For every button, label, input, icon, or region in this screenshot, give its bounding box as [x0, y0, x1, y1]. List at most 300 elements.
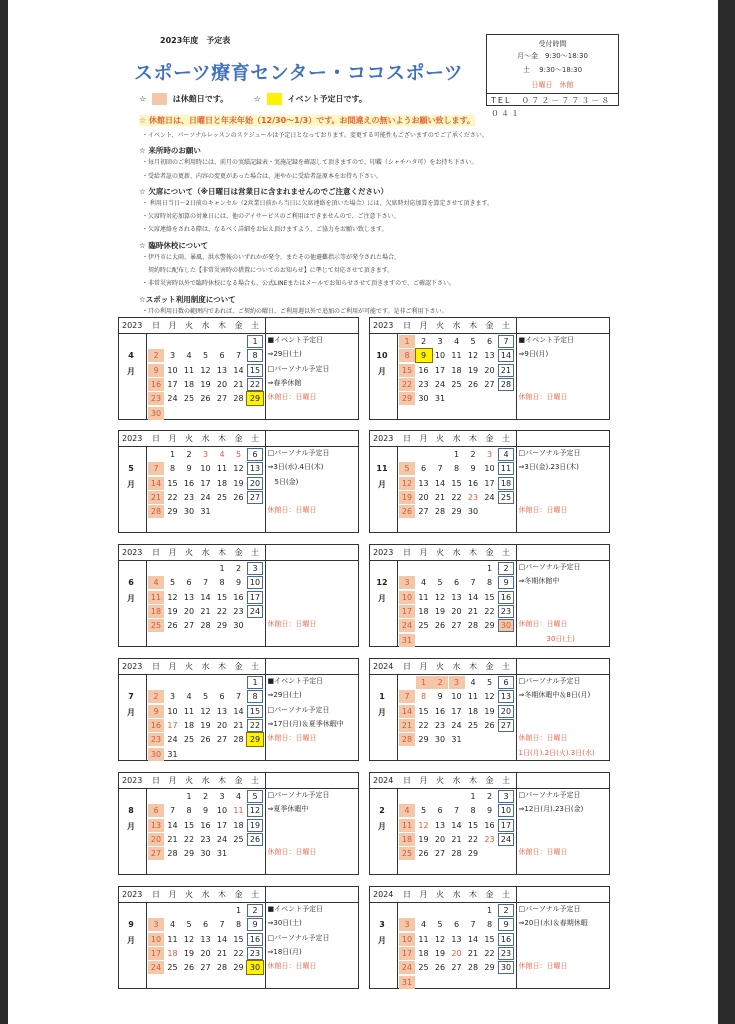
calendar-day: 20	[451, 606, 462, 616]
calendar-day: 2	[470, 450, 476, 459]
calendar-day: 1	[470, 792, 476, 801]
note-text: ・非常災害時以外で臨時休校になる場合も、公式LINEまたはメールでお知らせさせて頂きますので、ご確認下さい。	[142, 280, 455, 288]
calendar-day: 4	[498, 448, 514, 461]
weekday-header: 月	[168, 890, 177, 899]
calendar-day: 12	[418, 820, 429, 830]
calendar-day: 19	[200, 720, 211, 730]
weekday-header: 日	[152, 890, 160, 899]
calendar-day: 9	[470, 464, 476, 474]
calendar-day: 8	[247, 349, 263, 362]
calendar-day: 15	[399, 364, 415, 377]
weekday-header: 火	[185, 321, 193, 330]
calendar-day: 17	[216, 820, 228, 830]
calendar-year: 2023	[122, 548, 143, 557]
calendar-day: 15	[467, 820, 479, 830]
month-calendar	[118, 658, 359, 761]
calendar-day: 23	[498, 605, 514, 618]
weekday-header: 月	[419, 321, 428, 330]
calendar-day: 12	[200, 365, 211, 375]
calendar-day: 12	[434, 934, 446, 944]
month-calendar	[369, 317, 610, 420]
calendar-day: 30	[467, 507, 479, 517]
weekday-header: 火	[436, 321, 444, 330]
note-text: ・欠席連絡をされる際は、なるべく詳細をお伝え頂けますよう、ご協力をお願い致します。	[142, 226, 388, 234]
calendar-note: ■イベント予定日	[518, 336, 575, 344]
weekday-header: 木	[469, 434, 477, 443]
calendar-day: 2	[498, 562, 514, 575]
calendar-day: 7	[498, 335, 514, 348]
divider	[119, 902, 358, 903]
divider	[397, 446, 398, 532]
calendar-note: 休館日：日曜日	[518, 848, 568, 857]
weekday-header: 月	[419, 434, 428, 443]
calendar-note: □パーソナル予定日	[518, 677, 581, 685]
calendar-day: 28	[216, 963, 228, 973]
calendar-day: 14	[216, 934, 228, 944]
divider	[516, 545, 517, 646]
calendar-year: 2023	[373, 548, 394, 557]
calendar-year: 2023	[122, 321, 143, 330]
calendar-day: 26	[200, 735, 211, 745]
calendar-day: 19	[167, 606, 178, 616]
calendar-note: 休館日：日曜日	[518, 734, 568, 743]
divider	[119, 333, 358, 334]
calendar-day: 14	[200, 592, 211, 602]
calendar-day: 1	[247, 335, 263, 348]
calendar-day: 3	[169, 692, 176, 702]
calendar-note: ⇒17日(月)＆夏季休暇中	[267, 719, 344, 728]
calendar-day: 11	[498, 462, 514, 475]
divider	[397, 333, 398, 419]
weekday-header: 木	[218, 434, 226, 443]
calendar-day: 24	[216, 834, 228, 844]
divider	[146, 674, 147, 760]
weekday-header: 月	[168, 548, 177, 557]
calendar-day: 25	[183, 394, 195, 404]
calendar-day: 16	[434, 706, 446, 716]
calendar-day: 15	[418, 706, 429, 716]
calendar-day: 1	[186, 792, 192, 801]
calendar-day: 13	[183, 592, 195, 602]
month-calendar	[118, 430, 359, 533]
calendar-year: 2023	[373, 321, 394, 330]
calendar-day: 18	[418, 606, 429, 616]
note-text: 契約時に配布した【非常災害時の措置についてのお知らせ】に準じて対応させて頂きます。	[142, 267, 394, 275]
calendar-day: 25	[498, 491, 514, 504]
star-icon: ☆	[139, 94, 147, 104]
calendar-day: 18	[467, 706, 479, 716]
calendar-day: 29	[167, 507, 178, 517]
calendar-day: 6	[420, 464, 427, 474]
calendar-day: 7	[235, 351, 242, 361]
calendar-day: 13	[484, 351, 495, 361]
calendar-day: 16	[467, 478, 479, 488]
calendar-day: 26	[233, 492, 244, 502]
weekday-header: 火	[436, 662, 444, 671]
weekday-header: 木	[469, 548, 477, 557]
weekday-header: 水	[201, 890, 210, 899]
month-label: 6 月	[127, 578, 135, 603]
divider	[265, 318, 266, 419]
weekday-header: 月	[168, 434, 177, 443]
calendar-note: □パーソナル予定日	[518, 563, 581, 571]
calendar-day: 8	[453, 464, 460, 474]
weekday-header: 日	[403, 548, 411, 557]
calendar-day: 7	[399, 690, 415, 703]
weekday-header: 金	[234, 434, 243, 443]
weekday-header: 金	[485, 321, 494, 330]
calendar-day: 9	[186, 464, 192, 474]
hours-saturday: 土 9:30～18:30	[522, 66, 583, 74]
calendar-day: 7	[437, 464, 443, 474]
calendar-year: 2023	[122, 890, 143, 899]
calendar-day: 14	[467, 934, 479, 944]
weekday-header: 土	[251, 662, 259, 671]
calendar-note: ⇒29日(土)	[267, 691, 302, 700]
calendar-day: 19	[467, 365, 479, 375]
weekday-header: 水	[452, 776, 461, 785]
calendar-day: 28	[167, 849, 178, 859]
hours-label: 受付時間	[538, 40, 567, 48]
calendar-day: 5	[247, 790, 263, 803]
calendar-day: 20	[148, 833, 164, 846]
calendar-note: 休館日：日曜日	[267, 506, 317, 515]
weekday-header: 木	[469, 662, 477, 671]
calendar-day: 15	[451, 478, 462, 488]
calendar-year: 2024	[373, 890, 394, 899]
calendar-day: 28	[451, 849, 462, 859]
calendar-day: 17	[247, 591, 263, 604]
calendar-day: 10	[247, 576, 263, 589]
calendar-day: 6	[486, 337, 493, 346]
month-label: 9 月	[127, 920, 135, 945]
weekday-header: 金	[234, 890, 243, 899]
calendar-day: 2	[148, 690, 164, 703]
calendar-note: ⇒冬期休暇中＆8日(月)	[518, 691, 591, 700]
weekday-header: 火	[185, 662, 193, 671]
calendar-day: 16	[247, 933, 263, 946]
calendar-day: 27	[451, 621, 462, 631]
calendar-day: 25	[418, 963, 429, 973]
calendar-day: 18	[148, 605, 164, 618]
calendar-day: 18	[183, 720, 195, 730]
calendar-day: 26	[484, 720, 495, 730]
calendar-day: 25	[183, 735, 195, 745]
calendar-day: 5	[186, 920, 192, 930]
calendar-day: 9	[486, 806, 493, 816]
calendar-day: 24	[451, 720, 462, 730]
calendar-day: 23	[467, 492, 479, 502]
calendar-day: 17	[498, 819, 514, 832]
calendar-day: 26	[434, 621, 446, 631]
calendar-day: 13	[451, 934, 462, 944]
calendar-day: 26	[399, 505, 415, 518]
calendar-day: 24	[484, 492, 495, 502]
calendar-day: 4	[186, 692, 192, 702]
calendar-day: 19	[399, 491, 415, 504]
calendar-day: 16	[233, 592, 244, 602]
calendar-day: 13	[247, 462, 263, 475]
weekday-header: 土	[502, 776, 510, 785]
calendar-day: 3	[202, 450, 209, 459]
calendar-day: 9	[148, 364, 164, 377]
calendar-day: 24	[498, 833, 514, 846]
calendar-day: 22	[399, 378, 415, 391]
calendar-day: 1	[416, 676, 432, 689]
weekday-header: 月	[419, 776, 428, 785]
calendar-day: 21	[148, 491, 164, 504]
calendar-note: ⇒12日(月).23日(金)	[518, 805, 584, 814]
calendar-day: 25	[467, 720, 479, 730]
calendar-day: 30	[247, 961, 263, 974]
calendar-day: 2	[202, 792, 209, 801]
calendar-day: 15	[167, 478, 178, 488]
calendar-day: 12	[247, 804, 263, 817]
calendar-day: 15	[183, 820, 195, 830]
calendar-day: 24	[200, 492, 211, 502]
legend	[139, 93, 367, 105]
calendar-day: 24	[148, 961, 164, 974]
calendar-note: ⇒3日(金).23日(木)	[518, 463, 579, 472]
divider	[265, 659, 266, 760]
calendar-note: □パーソナル予定日	[518, 791, 581, 799]
calendar-day: 15	[247, 364, 263, 377]
calendar-year: 2023	[122, 776, 143, 785]
calendar-day: 19	[434, 606, 446, 616]
calendar-day: 20	[183, 606, 195, 616]
calendar-day: 22	[183, 834, 195, 844]
divider	[146, 902, 147, 988]
calendar-day: 2	[148, 349, 164, 362]
calendar-day: 29	[183, 849, 195, 859]
weekday-header: 水	[452, 321, 461, 330]
calendar-day: 4	[470, 678, 476, 687]
calendar-day: 11	[183, 706, 195, 716]
calendar-day: 2	[498, 904, 514, 917]
calendar-day: 24	[399, 619, 415, 632]
calendar-day: 26	[167, 621, 178, 631]
calendar-day: 16	[148, 378, 164, 391]
calendar-day: 7	[470, 578, 476, 588]
calendar-day: 9	[498, 918, 514, 931]
calendar-day: 26	[418, 849, 429, 859]
calendar-day: 28	[399, 733, 415, 746]
closed-swatch	[152, 93, 167, 105]
calendar-day: 28	[233, 735, 244, 745]
calendar-day: 23	[484, 834, 495, 844]
calendar-day: 20	[200, 948, 211, 958]
calendar-day: 8	[186, 806, 192, 816]
weekday-header: 水	[201, 776, 210, 785]
calendar-day: 13	[216, 706, 228, 716]
calendar-day: 12	[167, 592, 178, 602]
weekday-header: 木	[218, 548, 226, 557]
reception-hours-box	[486, 34, 619, 118]
calendar-day: 10	[484, 464, 495, 474]
calendar-day: 30	[498, 961, 514, 974]
weekday-header: 日	[403, 890, 411, 899]
weekday-header: 日	[403, 662, 411, 671]
calendar-day: 16	[148, 719, 164, 732]
calendar-day: 2	[486, 792, 493, 801]
weekday-header: 日	[403, 434, 411, 443]
calendar-day: 29	[451, 507, 462, 517]
divider	[370, 446, 609, 447]
divider	[146, 788, 147, 874]
calendar-note: □パーソナル予定日	[518, 905, 581, 913]
calendar-day: 21	[467, 948, 479, 958]
calendar-day: 11	[167, 934, 178, 944]
calendar-note: □パーソナル予定日	[518, 449, 581, 457]
calendar-day: 15	[233, 934, 244, 944]
weekday-header: 木	[469, 321, 477, 330]
calendar-day: 22	[167, 492, 178, 502]
weekday-header: 月	[168, 321, 177, 330]
calendar-day: 22	[484, 948, 495, 958]
calendar-day: 12	[233, 464, 244, 474]
calendar-day: 17	[484, 478, 495, 488]
calendar-day: 29	[399, 392, 415, 405]
calendar-day: 9	[235, 578, 242, 588]
divider	[516, 887, 517, 988]
calendar-day: 22	[484, 606, 495, 616]
calendar-day: 10	[399, 591, 415, 604]
divider	[397, 674, 398, 760]
year-title: 2023年度 予定表	[160, 36, 231, 45]
month-label: 11 月	[376, 464, 388, 489]
calendar-day: 10	[200, 464, 211, 474]
calendar-day: 3	[148, 918, 164, 931]
calendar-day: 1	[399, 335, 415, 348]
calendar-day: 8	[247, 690, 263, 703]
calendar-year: 2024	[373, 776, 394, 785]
calendar-day: 17	[200, 478, 211, 488]
calendar-day: 4	[186, 351, 192, 361]
weekday-header: 土	[251, 434, 259, 443]
calendar-day: 14	[233, 706, 244, 716]
calendar-day: 19	[484, 706, 495, 716]
calendar-day: 9	[202, 806, 209, 816]
calendar-day: 25	[148, 619, 164, 632]
calendar-day: 16	[498, 591, 514, 604]
calendar-day: 17	[399, 605, 415, 618]
calendar-day: 5	[399, 462, 415, 475]
month-calendar	[118, 886, 359, 989]
weekday-header: 木	[218, 662, 226, 671]
calendar-note: ■イベント予定日	[267, 336, 324, 344]
note-text: ・受給者証の更新、内容の変更があった場合は、速やかに受給者証原本をお持ち下さい。	[142, 172, 382, 180]
calendar-day: 23	[247, 947, 263, 960]
calendar-note: □パーソナル予定日	[267, 791, 330, 799]
calendar-day: 1	[169, 450, 176, 459]
divider	[146, 446, 147, 532]
note-text: ・欠席時対応加算の対象日には、他のデイサービスのご利用はできませんので、ご注意下さい。	[142, 213, 400, 221]
calendar-day: 10	[451, 692, 462, 702]
calendar-day: 16	[484, 820, 495, 830]
calendar-day: 6	[498, 676, 514, 689]
calendar-day: 28	[200, 621, 211, 631]
calendar-day: 14	[399, 705, 415, 718]
calendar-day: 8	[169, 464, 176, 474]
calendar-day: 5	[437, 578, 443, 588]
calendar-day: 27	[148, 847, 164, 860]
hours-closed: 日曜日 休館	[531, 81, 574, 89]
weekday-header: 木	[469, 776, 477, 785]
divider	[265, 545, 266, 646]
calendar-day: 28	[467, 621, 479, 631]
calendar-day: 21	[233, 720, 244, 730]
calendar-day: 27	[484, 379, 495, 389]
weekday-header: 火	[185, 548, 193, 557]
notes-section	[139, 108, 599, 318]
calendar-day: 23	[148, 733, 164, 746]
calendar-day: 10	[167, 365, 178, 375]
calendar-note: ⇒夏季休暇中	[267, 805, 309, 814]
calendar-note: ⇒20日(水)＆春期休暇	[518, 919, 588, 928]
calendar-day: 15	[216, 592, 228, 602]
calendar-day: 21	[167, 834, 178, 844]
calendar-day: 18	[183, 379, 195, 389]
calendar-day: 1	[486, 906, 493, 915]
calendar-note: 休館日：日曜日	[267, 620, 317, 629]
calendar-day: 24	[247, 605, 263, 618]
weekday-header: 金	[485, 776, 494, 785]
calendar-day: 27	[216, 735, 228, 745]
calendar-day: 20	[434, 834, 446, 844]
calendar-day: 3	[219, 792, 225, 801]
calendar-day: 28	[233, 394, 244, 404]
calendar-day: 26	[467, 379, 479, 389]
calendar-day: 26	[434, 963, 446, 973]
calendar-day: 1	[219, 564, 225, 573]
calendar-day: 3	[437, 337, 443, 346]
calendar-day: 28	[498, 378, 514, 391]
calendar-day: 13	[148, 819, 164, 832]
legend-event-label: イベント予定日です。	[287, 94, 367, 104]
section-heading: ☆ 来所時のお願い	[139, 146, 201, 156]
calendar-day: 3	[486, 450, 493, 459]
calendar-day: 31	[434, 394, 446, 404]
section-heading: ☆スポット利用制度について	[139, 294, 236, 304]
weekday-header: 月	[168, 776, 177, 785]
divider	[370, 560, 609, 561]
calendar-day: 7	[148, 462, 164, 475]
calendar-day: 26	[247, 833, 263, 846]
calendar-day: 16	[200, 820, 211, 830]
calendar-day: 21	[200, 606, 211, 616]
month-calendar	[118, 544, 359, 647]
schedule-page	[8, 0, 718, 1024]
calendar-day: 1	[486, 564, 493, 573]
weekday-header: 木	[218, 776, 226, 785]
calendar-day: 14	[498, 349, 514, 362]
calendar-day: 25	[167, 963, 178, 973]
calendar-day: 30	[200, 849, 211, 859]
calendar-day: 7	[470, 920, 476, 930]
divider	[265, 887, 266, 988]
weekday-header: 水	[452, 662, 461, 671]
calendar-day: 2	[235, 564, 242, 573]
calendar-day: 8	[486, 920, 493, 930]
weekday-header: 火	[436, 434, 444, 443]
weekday-header: 金	[234, 776, 243, 785]
calendar-day: 2	[420, 337, 427, 346]
calendar-year: 2023	[373, 434, 394, 443]
weekday-header: 土	[502, 662, 510, 671]
calendar-day: 31	[216, 849, 228, 859]
calendar-day: 24	[399, 961, 415, 974]
calendar-day: 11	[183, 365, 195, 375]
